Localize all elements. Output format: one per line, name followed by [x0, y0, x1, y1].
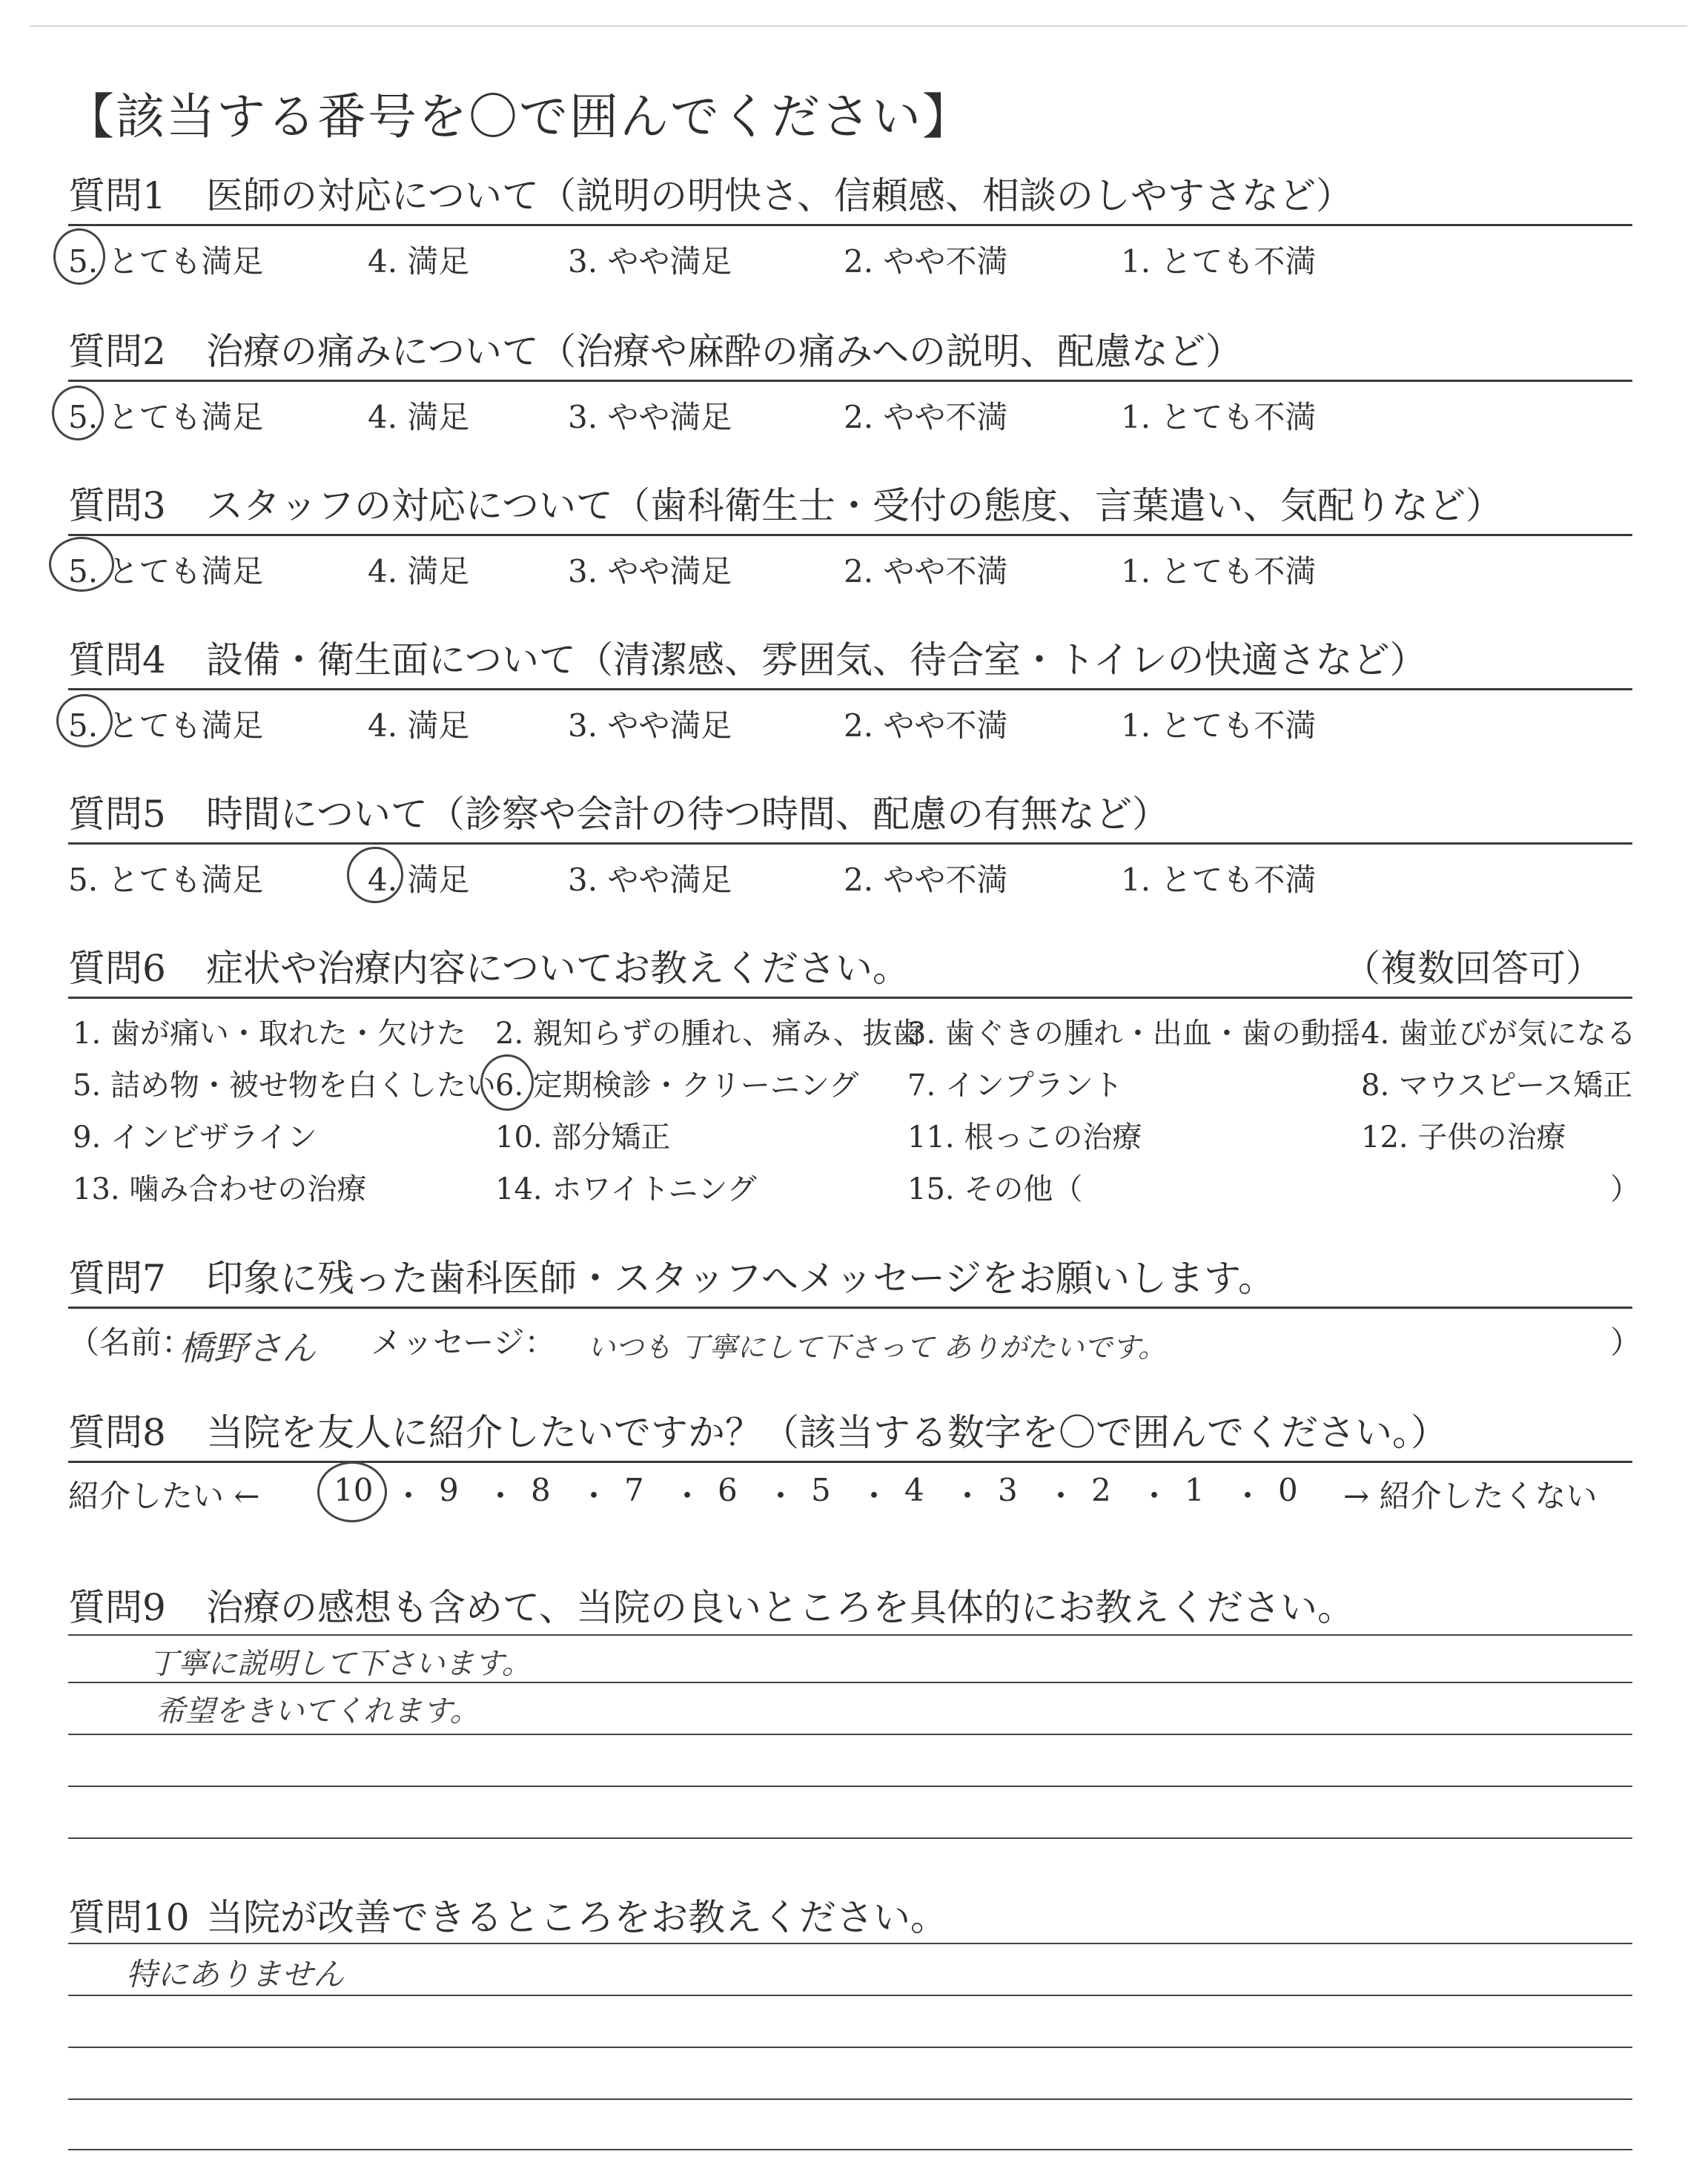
option-2[interactable]: 2. やや不満 — [844, 862, 1008, 898]
option-3[interactable]: 3. やや満足 — [568, 553, 732, 589]
question-6 — [68, 940, 1640, 1206]
symptom-option[interactable]: 3. 歯ぐきの腫れ・出血・歯の動揺 — [907, 1017, 1360, 1051]
question-number: 質問8 — [68, 1411, 166, 1454]
symptom-option[interactable]: 5. 詰め物・被せ物を白くしたい — [73, 1069, 496, 1103]
scale-6[interactable]: 6 — [718, 1472, 738, 1508]
symptom-option[interactable]: 11. 根っこの治療 — [907, 1120, 1142, 1155]
option-3[interactable]: 3. やや満足 — [568, 243, 732, 280]
answer-line — [68, 1786, 1632, 1787]
selection-circle — [49, 537, 114, 592]
symptom-option[interactable]: 13. 噛み合わせの治療 — [73, 1172, 367, 1206]
option-5[interactable]: 5. とても満足 — [68, 399, 264, 435]
answer-line — [68, 1734, 1632, 1735]
scale-10[interactable]: 10 — [334, 1472, 374, 1508]
question-10 — [68, 1889, 1632, 1946]
rating-options — [68, 850, 1632, 902]
question-text: 治療の痛みについて（治療や麻酔の痛みへの説明、配慮など） — [206, 330, 1242, 373]
question-text: 時間について（診察や会計の待つ時間、配慮の有無など） — [206, 793, 1169, 836]
question-number: 質問6 — [68, 947, 166, 990]
scale-8[interactable]: 8 — [531, 1472, 551, 1508]
question-text: 当院が改善できるところをお教えください。 — [206, 1896, 947, 1939]
question-number: 質問2 — [68, 330, 166, 373]
rating-options — [68, 231, 1632, 283]
recommend-left-label: 紹介したい ← — [68, 1478, 260, 1514]
selection-circle — [347, 847, 403, 903]
selection-circle — [56, 694, 113, 747]
option-5[interactable]: 5. とても満足 — [68, 707, 264, 744]
symptom-option[interactable]: 12. 子供の治療 — [1361, 1120, 1566, 1155]
option-2[interactable]: 2. やや不満 — [844, 553, 1008, 589]
question-text: 当院を友人に紹介したいですか？（該当する数字を〇で囲んでください。） — [206, 1411, 1448, 1454]
question-number: 質問5 — [68, 793, 166, 836]
scale-2[interactable]: 2 — [1091, 1472, 1111, 1508]
rating-options — [68, 541, 1632, 593]
divider — [68, 1307, 1632, 1309]
question-text: 医師の対応について（説明の明快さ、信頼感、相談のしやすさなど） — [206, 174, 1353, 217]
symptom-option[interactable]: 4. 歯並びが気になる — [1361, 1017, 1636, 1051]
selection-circle — [53, 228, 105, 285]
symptom-option[interactable]: 8. マウスピース矯正 — [1361, 1069, 1633, 1103]
divider — [68, 997, 1632, 999]
question-text: 治療の感想も含めて、当院の良いところを具体的にお教えください。 — [206, 1586, 1354, 1629]
answer-line — [68, 1634, 1632, 1636]
option-1[interactable]: 1. とても不満 — [1121, 553, 1317, 589]
selection-circle — [480, 1054, 534, 1111]
message-answer[interactable]: いつも 丁寧にして下さって ありがたいです。 — [587, 1331, 1167, 1364]
option-4[interactable]: 4. 満足 — [368, 707, 470, 744]
scan-top-edge — [30, 25, 1687, 27]
question-5 — [68, 786, 1632, 898]
question-number: 質問3 — [68, 484, 166, 527]
scale-5[interactable]: 5 — [811, 1472, 831, 1508]
answer-line — [68, 2149, 1632, 2150]
symptom-option[interactable]: 1. 歯が痛い・取れた・欠けた — [73, 1017, 466, 1051]
question-7 — [68, 1250, 1642, 1368]
question-2 — [68, 323, 1632, 435]
option-4[interactable]: 4. 満足 — [368, 862, 470, 898]
question-number: 質問1 — [68, 174, 166, 217]
scale-3[interactable]: 3 — [998, 1472, 1018, 1508]
page-title: 【該当する番号を〇で囲んでください】 — [65, 88, 973, 145]
option-3[interactable]: 3. やや満足 — [568, 707, 732, 744]
answer-line — [68, 2098, 1632, 2100]
question-number: 質問7 — [68, 1257, 166, 1300]
option-5[interactable]: 5. とても満足 — [68, 553, 264, 589]
answer-line — [68, 2047, 1632, 2048]
question-3 — [68, 478, 1632, 589]
question-text: スタッフの対応について（歯科衛生士・受付の態度、言葉遣い、気配りなど） — [206, 484, 1503, 527]
option-4[interactable]: 4. 満足 — [368, 553, 470, 589]
divider — [68, 1461, 1632, 1463]
divider — [68, 224, 1632, 226]
answer-line — [68, 1943, 1632, 1944]
divider — [68, 534, 1632, 536]
symptom-option[interactable]: 14. ホワイトニング — [495, 1172, 757, 1206]
name-answer[interactable]: 橋野さん — [179, 1328, 316, 1368]
option-5[interactable]: 5. とても満足 — [68, 862, 264, 898]
close-paren: ） — [1610, 1324, 1642, 1361]
symptom-option[interactable]: 2. 親知らずの腫れ、痛み、抜歯 — [495, 1017, 922, 1051]
scale-4[interactable]: 4 — [904, 1472, 924, 1508]
symptom-option[interactable]: 10. 部分矯正 — [495, 1120, 671, 1155]
scale-1[interactable]: 1 — [1185, 1472, 1205, 1508]
option-1[interactable]: 1. とても不満 — [1121, 243, 1317, 280]
option-1[interactable]: 1. とても不満 — [1121, 707, 1317, 744]
divider — [68, 842, 1632, 845]
symptom-option[interactable]: 6. 定期検診・クリーニング — [495, 1069, 859, 1103]
option-2[interactable]: 2. やや不満 — [844, 399, 1008, 435]
answer-line — [68, 1837, 1632, 1839]
scale-0[interactable]: 0 — [1278, 1472, 1298, 1508]
question-number: 質問9 — [68, 1586, 166, 1629]
option-4[interactable]: 4. 満足 — [368, 399, 470, 435]
option-2[interactable]: 2. やや不満 — [844, 243, 1008, 280]
symptom-option[interactable]: 7. インプラント — [907, 1069, 1123, 1103]
question-8 — [68, 1404, 1632, 1461]
option-1[interactable]: 1. とても不満 — [1121, 399, 1317, 435]
question-number: 質問10 — [68, 1896, 190, 1939]
option-5[interactable]: 5. とても満足 — [68, 243, 264, 280]
symptom-option[interactable]: 15. その他（ — [907, 1172, 1083, 1206]
recommend-scale: 紹介したい ← 10 ・ 9 ・ 8 ・ 7 ・ 6 ・ 5 ・ 4 ・ 3 ・ 2 ・ 1 ・ 0 → 紹介したくない — [68, 1472, 1632, 1516]
divider — [68, 380, 1632, 382]
name-label: （名前： — [68, 1324, 193, 1361]
recommend-right-label: → 紹介したくない — [1343, 1478, 1598, 1514]
question-text: 設備・衛生面について（清潔感、雰囲気、待合室・トイレの快適さなど） — [206, 638, 1427, 681]
scale-7[interactable]: 7 — [624, 1472, 644, 1508]
other-close-paren: ） — [1610, 1172, 1640, 1206]
q9-answer-line-1[interactable]: 丁寧に説明して下さいます。 — [148, 1647, 532, 1681]
question-number: 質問4 — [68, 638, 166, 681]
scale-9[interactable]: 9 — [439, 1472, 459, 1508]
option-3[interactable]: 3. やや満足 — [568, 399, 732, 435]
selection-circle — [52, 386, 104, 440]
message-label: メッセージ： — [371, 1324, 556, 1361]
rating-options — [68, 387, 1632, 439]
message-row — [68, 1314, 1642, 1368]
option-1[interactable]: 1. とても不満 — [1121, 862, 1317, 898]
question-9 — [68, 1579, 1632, 1636]
option-4[interactable]: 4. 満足 — [368, 243, 470, 280]
rating-options — [68, 696, 1632, 747]
symptom-option[interactable]: 9. インビザライン — [73, 1120, 317, 1155]
question-1 — [68, 168, 1632, 280]
option-2[interactable]: 2. やや不満 — [844, 707, 1008, 744]
divider — [68, 688, 1632, 690]
multiple-answer-note: （複数回答可） — [1343, 947, 1603, 990]
question-text: 症状や治療内容についてお教えください。 — [206, 947, 910, 990]
q10-answer-line-1[interactable]: 特にありません — [126, 1956, 345, 1992]
selection-circle — [317, 1462, 387, 1522]
answer-line — [68, 1995, 1632, 1996]
q9-answer-line-2[interactable]: 希望をきいてくれます。 — [156, 1694, 480, 1728]
question-text: 印象に残った歯科医師・スタッフへメッセージをお願いします。 — [206, 1257, 1275, 1300]
option-3[interactable]: 3. やや満足 — [568, 862, 732, 898]
question-4 — [68, 632, 1632, 744]
